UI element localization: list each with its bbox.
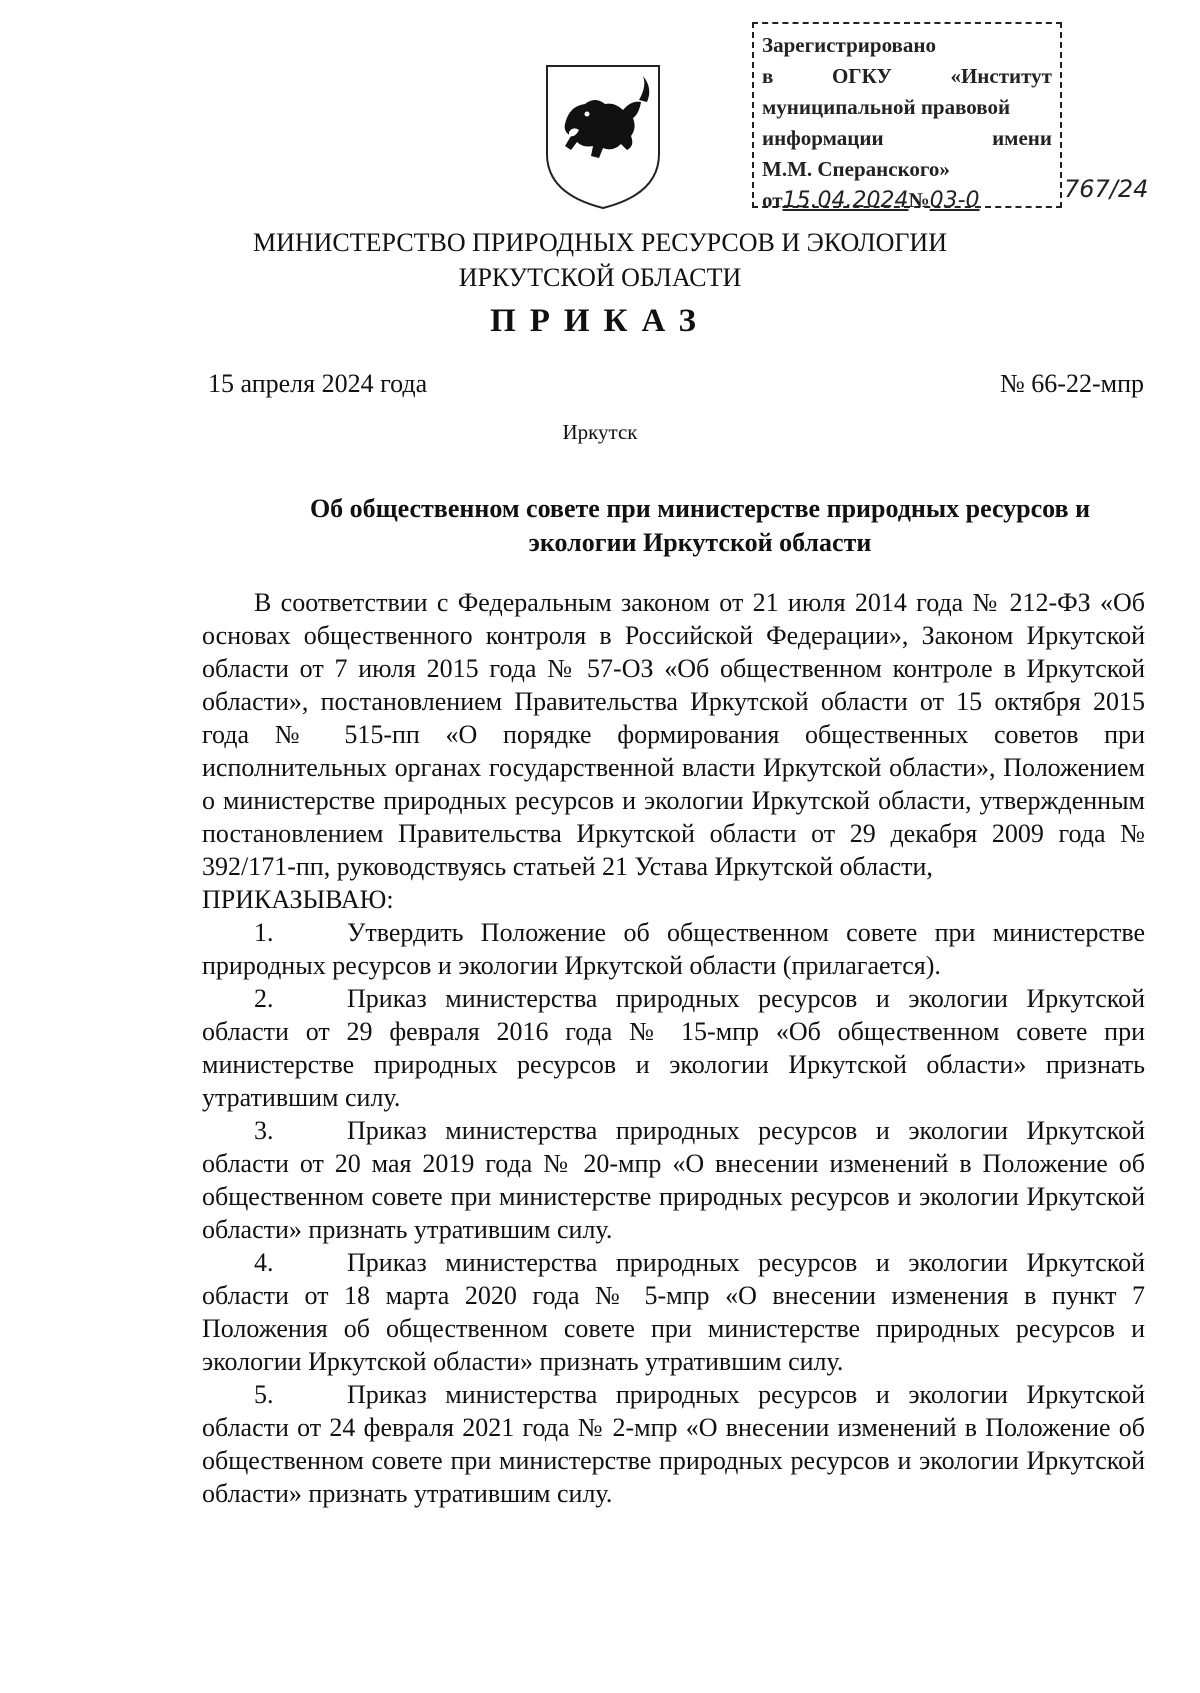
- stamp-reg-suffix: 767/24: [1064, 175, 1149, 203]
- stamp-from-label: от: [762, 188, 783, 212]
- registration-stamp: [752, 22, 1062, 213]
- stamp-word: информации: [762, 126, 884, 150]
- ministry-name-line2: ИРКУТСКОЙ ОБЛАСТИ: [458, 263, 742, 292]
- document-body: [202, 586, 1145, 1510]
- item-text: Приказ министерства природных ресурсов и экологии Иркутской области от 20 мая 2019 года № 20-мпр «О внесении изменений в Положение об общественном совете при министерстве природных ресурсов и экологии Иркутской области» признать утратившим силу.: [202, 1116, 1145, 1244]
- stamp-line-registered: Зарегистрировано: [762, 33, 936, 57]
- stamp-line-information: [762, 123, 1052, 154]
- item-number: 3.: [254, 1116, 274, 1145]
- stamp-line-municipal: муниципальной правовой: [762, 95, 1011, 119]
- item-number: 2.: [254, 984, 274, 1013]
- stamp-word: «Институт: [950, 64, 1052, 88]
- document-city: Иркутск: [562, 420, 638, 444]
- stamp-word: ОГКУ: [831, 64, 892, 88]
- document-date: 15 апреля 2024 года: [208, 369, 428, 398]
- item-text: Утвердить Положение об общественном совете при министерстве природных ресурсов и экологии Иркутской области (прилагается).: [202, 918, 1145, 980]
- item-number: 1.: [254, 918, 274, 947]
- stamp-line-institute: [762, 61, 1052, 92]
- stamp-word: имени: [992, 126, 1052, 150]
- list-item: [202, 1378, 1145, 1510]
- stamp-line-speransky: М.М. Сперанского»: [762, 157, 950, 181]
- item-number: 4.: [254, 1248, 274, 1277]
- ministry-name-line1: МИНИСТЕРСТВО ПРИРОДНЫХ РЕСУРСОВ И ЭКОЛОГИИ: [252, 228, 947, 257]
- item-text: Приказ министерства природных ресурсов и экологии Иркутской области от 29 февраля 2016 года № 15-мпр «Об общественном совете при министерстве природных ресурсов и экологии Иркутской области» признать утратившим силу.: [202, 984, 1145, 1112]
- document-number: № 66-22-мпр: [1000, 369, 1144, 398]
- item-text: Приказ министерства природных ресурсов и экологии Иркутской области от 24 февраля 2021 года № 2-мпр «О внесении изменений в Положение об общественном совете при министерстве природных ресурсов и экологии Иркутской области» признать утратившим силу.: [202, 1380, 1145, 1508]
- intro-paragraph: В соответствии с Федеральным законом от 21 июля 2014 года № 212-ФЗ «Об основах общественного контроля в Российской Федерации», Законом Иркутской области от 7 июля 2015 года № 57-ОЗ «Об общественном контроле в Иркутской области», постановлением Правительства Иркутской области от 15 октября 2015 года № 515-пп «О порядке формирования общественных советов при исполнительных органах государственной власти Иркутской области», Положением о министерстве природных ресурсов и экологии Иркутской области, утвержденным постановлением Правительства Иркутской области от 29 декабря 2009 года № 392/171-пп, руководствуясь статьей 21 Устава Иркутской области,: [202, 588, 1145, 881]
- list-item: [202, 1114, 1145, 1246]
- coat-of-arms-emblem: [543, 62, 663, 212]
- list-item: [202, 1246, 1145, 1378]
- stamp-reg-number: 03-0: [929, 188, 980, 213]
- document-subject-title: Об общественном совете при министерстве природных ресурсов и экологии Иркутской области: [309, 494, 1091, 557]
- stamp-line-date-number: [762, 185, 1052, 216]
- stamp-no-label: №: [908, 188, 930, 212]
- document-type-title: ПРИКАЗ: [490, 303, 710, 339]
- stamp-reg-date: 15.04.2024: [782, 188, 909, 213]
- stamp-word: в: [762, 64, 774, 88]
- list-item: [202, 916, 1145, 982]
- order-word: ПРИКАЗЫВАЮ:: [202, 885, 394, 914]
- list-item: [202, 982, 1145, 1114]
- item-text: Приказ министерства природных ресурсов и экологии Иркутской области от 18 марта 2020 года № 5-мпр «О внесении изменения в пункт 7 Положения об общественном совете при министерстве природных ресурсов и экологии Иркутской области» признать утратившим силу.: [202, 1248, 1145, 1376]
- item-number: 5.: [254, 1380, 274, 1409]
